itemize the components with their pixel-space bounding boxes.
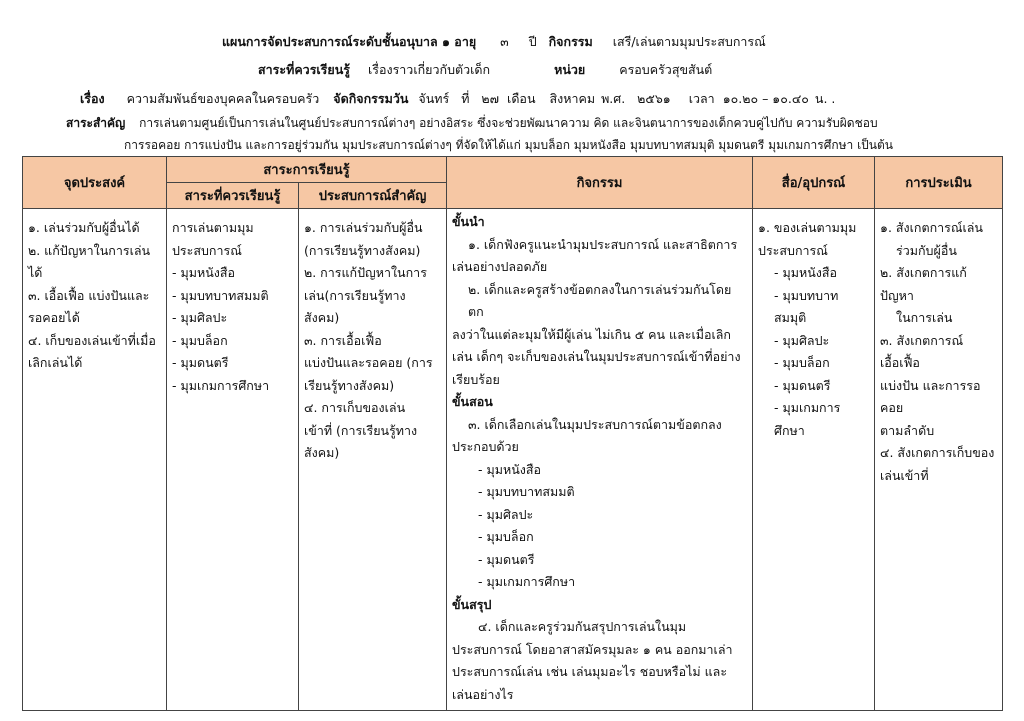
evaluation-line: ๔. สังเกตการเก็บของ xyxy=(880,445,995,460)
header-experience: ประสบการณ์สำคัญ xyxy=(299,183,447,209)
lesson-plan-table xyxy=(22,156,1003,711)
summary-step-label: ขั้นสรุป xyxy=(452,596,492,612)
concept-line-2 xyxy=(124,136,893,155)
activity-line: ลงว่าในแต่ละมุมให้มีผู้เล่น ไม่เกิน ๕ คน และเมื่อเลิก xyxy=(452,326,732,342)
era-value: พ.ศ. xyxy=(601,91,626,106)
objective-line: ๔. เก็บของเล่นเข้าที่เมื่อ xyxy=(28,332,156,348)
header-activities: กิจกรรม xyxy=(447,157,753,209)
day-value: จันทร์ xyxy=(418,91,450,106)
time-unit: น. . xyxy=(814,91,836,106)
corner-line: - มุมบล็อก xyxy=(478,529,534,544)
activity-line: ๑. เด็กฟังครูแนะนำมุมประสบการณ์ และสาธิตการ xyxy=(468,236,738,252)
header-line-1 xyxy=(222,32,766,52)
concept-line-1 xyxy=(66,114,878,133)
experience-line: ๓. การเอื้อเฟื้อ xyxy=(304,332,382,348)
header-objectives: จุดประสงค์ xyxy=(23,157,167,209)
topic-label: เรื่อง xyxy=(80,91,105,106)
unit-value: ครอบครัวสุขสันต์ xyxy=(619,62,713,77)
content-line: - มุมบทบาทสมมติ xyxy=(172,287,269,303)
experience-line: ๒. การแก้ปัญหาในการ xyxy=(304,265,427,280)
content-label: สาระที่ควรเรียนรู้ xyxy=(258,62,350,77)
content-value: เรื่องราวเกี่ยวกับตัวเด็ก xyxy=(367,62,491,77)
activity-line: ประกอบด้วย xyxy=(452,439,519,454)
objective-line: ๓. เอื้อเฟื้อ แบ่งปันและ xyxy=(28,287,150,303)
experience-line: ๑. การเล่นร่วมกับผู้อื่น xyxy=(304,220,423,235)
evaluation-cell xyxy=(875,209,1003,711)
evaluation-line: ร่วมกับผู้อื่น xyxy=(896,242,957,258)
header-learning: สาระการเรียนรู้ xyxy=(167,157,447,183)
media-line: - มุมหนังสือ xyxy=(774,265,838,280)
header-line-2 xyxy=(258,60,712,80)
corner-line: - มุมหนังสือ xyxy=(478,461,542,477)
evaluation-line: ๑. สังเกตการณ์เล่น xyxy=(880,220,983,235)
main-step-label: ขั้นสอน xyxy=(452,394,493,409)
evaluation-line: ในการเล่น xyxy=(896,310,953,325)
media-line: ๑. ของเล่นตามมุม xyxy=(758,220,857,235)
media-line: - มุมดนตรี xyxy=(774,377,831,393)
content-line: ประสบการณ์ xyxy=(172,242,242,258)
date-label: จัดกิจกรรมวัน xyxy=(333,91,409,106)
objective-line: ๒. แก้ปัญหาในการเล่น xyxy=(28,242,151,258)
activity-line: ประสบการณ์ โดยอาสาสมัครมุมละ ๑ คน ออกมาเล่า xyxy=(452,641,733,657)
evaluation-line: ๓. สังเกตการณ์ เอื้อเฟื้อ xyxy=(880,332,964,370)
media-cell xyxy=(753,209,875,711)
content-line: - มุมศิลปะ xyxy=(172,310,228,325)
year-label: ปี xyxy=(528,34,537,49)
content-line: - มุมดนตรี xyxy=(172,355,229,370)
corner-line: - มุมบทบาทสมมติ xyxy=(478,484,575,499)
evaluation-line: ตามลำดับ xyxy=(880,422,935,438)
experience-line: สังคม) xyxy=(304,445,340,460)
experience-line: เล่น(การเรียนรู้ทาง xyxy=(304,287,406,303)
content-cell xyxy=(167,209,299,711)
activity-value: เสรี/เล่นตามมุมประสบการณ์ xyxy=(612,34,766,49)
activity-line: ประสบการณ์เล่น เช่น เล่นมุมอะไร ชอบหรือไม่ และ xyxy=(452,664,728,679)
activity-line: เล่นอย่างปลอดภัย xyxy=(452,259,548,274)
concept-label: สาระสำคัญ xyxy=(66,116,126,130)
media-line: - มุมบทบาทสมมุติ xyxy=(774,287,839,325)
objective-line: ได้ xyxy=(28,265,43,280)
unit-label: หน่วย xyxy=(554,62,586,77)
evaluation-line: เล่นเข้าที่ xyxy=(880,467,929,483)
activity-line: ๒. เด็กและครูสร้างข้อตกลงในการเล่นร่วมกันโดย ตก xyxy=(468,281,732,319)
activity-label: กิจกรรม xyxy=(548,34,593,49)
activity-line: เรียบร้อย xyxy=(452,371,500,387)
header-evaluation: การประเมิน xyxy=(875,157,1003,209)
objectives-cell xyxy=(23,209,167,711)
objective-line: ๑. เล่นร่วมกับผู้อื่นได้ xyxy=(28,220,140,235)
media-line: ประสบการณ์ xyxy=(758,242,828,258)
experience-line: แบ่งปันและรอคอย (การ xyxy=(304,355,433,370)
activity-line: ๔. เด็กและครูร่วมกันสรุปการเล่นในมุม xyxy=(478,619,687,634)
evaluation-line: ๒. สังเกตการแก้ปัญหา xyxy=(880,265,967,303)
media-line: - มุมเกมการศึกษา xyxy=(774,400,841,438)
header-content: สาระที่ควรเรียนรู้ xyxy=(167,183,299,209)
concept-text-1: การเล่นตามศูนย์เป็นการเล่นในศูนย์ประสบการณ์ต่างๆ อย่างอิสระ ซึ่งจะช่วยพัฒนาความ คิด และจินตนาการของเด็กควบคู่ไปกับ ความรับผิดชอบ xyxy=(139,116,878,130)
media-line: - มุมบล็อก xyxy=(774,355,830,370)
header-line-3 xyxy=(80,89,835,109)
header-media: สื่อ/อุปกรณ์ xyxy=(753,157,875,209)
day-no-value: ๒๗ xyxy=(481,91,500,106)
corner-line: - มุมเกมการศึกษา xyxy=(478,574,576,589)
experience-line: ๔. การเก็บของเล่น xyxy=(304,400,406,415)
media-line: - มุมศิลปะ xyxy=(774,332,830,348)
time-value: ๑๐.๒๐ – ๑๐.๔๐ xyxy=(722,91,809,106)
content-line: - มุมเกมการศึกษา xyxy=(172,377,270,393)
corner-line: - มุมดนตรี xyxy=(478,551,535,567)
age-value: ๓ xyxy=(500,34,509,49)
time-label: เวลา xyxy=(688,91,715,106)
concept-text-2: การรอคอย การแบ่งปัน และการอยู่ร่วมกัน มุมประสบการณ์ต่างๆ ที่จัดให้ได้แก่ มุมบล็อก มุมหนังสือ มุมบทบาทสมมุติ มุมดนตรี มุมเกมการศึกษา เป็นต้น xyxy=(124,138,893,152)
corner-line: - มุมศิลปะ xyxy=(478,506,534,522)
objective-line: รอคอยได้ xyxy=(28,310,80,325)
content-line: - มุมบล็อก xyxy=(172,332,228,348)
content-line: - มุมหนังสือ xyxy=(172,265,235,280)
activities-cell xyxy=(447,209,753,711)
objective-line: เลิกเล่นได้ xyxy=(28,355,83,370)
content-line: การเล่นตามมุม xyxy=(172,220,254,235)
evaluation-line: แบ่งปัน และการรอคอย xyxy=(880,377,981,415)
month-value: สิงหาคม xyxy=(549,91,596,106)
experience-line: (การเรียนรู้ทางสังคม) xyxy=(304,242,421,258)
activity-line: เล่น เด็กๆ จะเก็บของเล่นในมุมประสบการณ์เข้าที่อย่าง xyxy=(452,349,741,364)
experience-cell xyxy=(299,209,447,711)
year-value: ๒๕๖๑ xyxy=(637,91,671,106)
activity-line: เล่นอย่างไร xyxy=(452,686,514,702)
intro-step-label: ขั้นนำ xyxy=(452,214,485,229)
experience-line: เรียนรู้ทางสังคม) xyxy=(304,377,395,393)
day-no-label: ที่ xyxy=(461,91,470,106)
month-label: เดือน xyxy=(507,91,536,106)
topic-value: ความสัมพันธ์ของบุคคลในครอบครัว xyxy=(126,91,320,106)
activity-line: ๓. เด็กเลือกเล่นในมุมประสบการณ์ตามข้อตกลง xyxy=(468,416,722,432)
experience-line: สังคม) xyxy=(304,310,340,325)
plan-title: แผนการจัดประสบการณ์ระดับชั้นอนุบาล ๑ อายุ xyxy=(222,34,477,49)
experience-line: เข้าที่ (การเรียนรู้ทาง xyxy=(304,422,418,438)
